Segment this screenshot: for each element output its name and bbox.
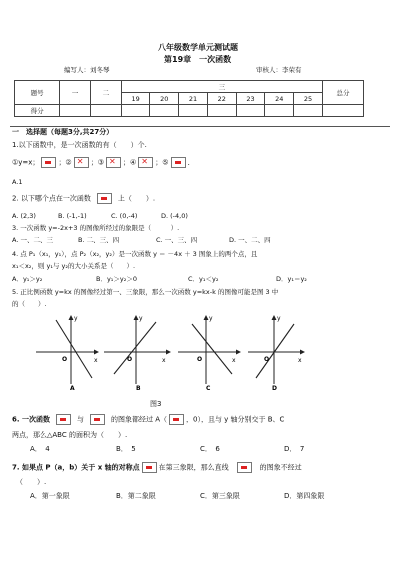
section-heading: 一 选择题（每题3分,共27分） (12, 128, 114, 136)
score-cell[interactable] (265, 105, 294, 117)
panel-d-letter: D (272, 385, 277, 392)
q3-stem: 3. 一次函数 y=-2x+3 的图像所经过的象限是（ ）. (12, 224, 180, 232)
panel-a-letter: A (70, 385, 75, 392)
panel-b-origin: O (127, 356, 133, 363)
table-sub-num: 22 (207, 93, 236, 105)
q6-stem-b: 与 (76, 415, 84, 424)
score-table (14, 80, 364, 117)
q2-option-d: D. (-4,0) (161, 212, 188, 220)
score-cell[interactable] (60, 105, 91, 117)
q7-option-c: C．第三象限 (200, 492, 240, 500)
q7-stem-b: 在第三象限，那么直线 (158, 463, 229, 472)
broken-image-icon (171, 157, 186, 168)
score-cell[interactable] (150, 105, 179, 117)
q2-option-b: B. (-1,-1) (58, 212, 87, 220)
figure-panel-d (248, 315, 304, 392)
q2-stem-a: 2. 以下哪个点在一次函数 (12, 194, 91, 203)
q6-option-c: C． 6 (200, 445, 220, 453)
score-cell[interactable] (322, 105, 363, 117)
q1-answer: A.1 (12, 178, 23, 186)
q6-stem-1 (12, 414, 284, 425)
broken-image-icon (74, 157, 89, 168)
q1-opt-1: ①y=x； (12, 158, 40, 167)
q1-opt-5: ；⑤ (155, 158, 169, 167)
section-divider (10, 126, 390, 127)
panel-c-x-label: x (232, 357, 236, 364)
figure-panel-a (36, 315, 98, 392)
broken-image-icon (41, 157, 56, 168)
broken-image-icon (142, 462, 157, 473)
figure-panel-b (104, 315, 170, 392)
panel-c-origin: O (197, 356, 203, 363)
panel-b-x-label: x (162, 357, 166, 364)
q4-option-a: A．y₁＞y₂ (12, 275, 43, 283)
table-sub-num: 25 (294, 93, 323, 105)
table-header-one: 一 (60, 81, 91, 105)
panel-a-origin: O (62, 356, 68, 363)
q7-option-b: B．第二象限 (116, 492, 156, 500)
score-cell[interactable] (207, 105, 236, 117)
broken-image-icon (97, 193, 112, 204)
q1-opt-6: ． (187, 158, 195, 167)
table-header-total: 总分 (322, 81, 363, 105)
score-cell[interactable] (179, 105, 208, 117)
q7-option-a: A．第一象限 (30, 492, 70, 500)
author-line: 编写人：刘冬琴 (64, 66, 110, 74)
q7-stem-2: （ ）. (16, 478, 47, 486)
broken-image-icon (90, 414, 105, 425)
score-cell[interactable] (294, 105, 323, 117)
broken-image-icon (106, 157, 121, 168)
table-sub-num: 24 (265, 93, 294, 105)
score-cell[interactable] (90, 105, 121, 117)
broken-image-icon (169, 414, 184, 425)
table-sub-num: 21 (179, 93, 208, 105)
q4-option-d: D．y₁＝y₂ (276, 275, 307, 283)
broken-image-icon (56, 414, 71, 425)
panel-d-x-label: x (298, 357, 302, 364)
table-header-num: 题号 (15, 81, 60, 105)
q5-stem-2: 的（ ）. (12, 300, 47, 308)
figure-3 (36, 312, 306, 392)
score-cell[interactable] (121, 105, 150, 117)
panel-d-origin: O (264, 356, 270, 363)
q6-stem-c: 的图象都经过 A（ (110, 415, 167, 424)
q2-stem (12, 193, 155, 204)
q6-option-d: D． 7 (284, 445, 305, 453)
table-sub-num: 19 (121, 93, 150, 105)
q5-stem-1: 5. 正比例函数 y=kx 的图像经过第一、三象限，那么一次函数 y=kx-k 的图像可能是图 3 中 (12, 288, 279, 296)
q7-stem-c: 的图象不经过 (259, 463, 302, 472)
broken-image-icon (138, 157, 153, 168)
q4-stem-1: 4. 点 P₁（x₁，y₁），点 P₂（x₂，y₂）是一次函数 y ＝ －4x ＋ 3 图象上的两个点，且 (12, 250, 258, 258)
reviewer-line: 审核人：李荣有 (256, 66, 302, 74)
panel-d-y-label: y (277, 315, 281, 322)
q6-stem-d: ，0），且与 y 轴分别交于 B、C (185, 415, 285, 424)
table-sub-num: 20 (150, 93, 179, 105)
q6-stem-a: 6. 一次函数 (12, 415, 50, 424)
document-title: 八年级数学单元测试题 (158, 43, 238, 52)
panel-b-letter: B (136, 385, 141, 392)
panel-c-y-label: y (209, 315, 213, 322)
q3-option-c: C. 一、三、四 (156, 236, 198, 244)
panel-c-letter: C (206, 385, 211, 392)
q7-stem-1 (12, 462, 302, 473)
q6-stem-2: 两点，那么△ABC 的面积为（ ）. (12, 431, 128, 439)
q3-option-a: A. 一、二、三 (12, 236, 53, 244)
q1-opt-4: ；④ (123, 158, 137, 167)
q4-option-c: C．y₁＜y₂ (188, 275, 219, 283)
q3-option-d: D. 一、二、四 (229, 236, 271, 244)
table-header-two: 二 (90, 81, 121, 105)
q1-options (12, 157, 195, 168)
q1-opt-2: ；② (58, 158, 72, 167)
q2-option-c: C. (0,-4) (111, 212, 138, 220)
panel-b-y-label: y (139, 315, 143, 322)
broken-image-icon (237, 462, 252, 473)
table-header-three: 三 (121, 81, 322, 93)
table-label-score: 得分 (15, 105, 60, 117)
panel-a-y-label: y (74, 315, 78, 322)
figure-caption: 图3 (150, 400, 162, 408)
q7-option-d: D．第四象限 (284, 492, 325, 500)
panel-a-x-label: x (94, 357, 98, 364)
table-sub-num: 23 (236, 93, 265, 105)
chapter-title: 第19章 一次函数 (164, 55, 232, 64)
figure-panel-c (178, 315, 240, 392)
q4-option-b: B．y₁＞y₂＞0 (96, 275, 137, 283)
q6-option-a: A． 4 (30, 445, 50, 453)
q6-option-b: B． 5 (116, 445, 136, 453)
q1-opt-3: ；③ (90, 158, 104, 167)
score-cell[interactable] (236, 105, 265, 117)
q2-option-a: A. (2,3) (12, 212, 36, 220)
q4-stem-2: x₁＜x₂，则 y₁与 y₂的大小关系是（ ）. (12, 262, 136, 270)
q3-option-b: B. 二、三、四 (78, 236, 120, 244)
q2-stem-b: 上（ ）. (117, 194, 156, 203)
q1-stem: 1.以下函数中，是一次函数的有（ ）个. (12, 141, 147, 149)
q7-stem-a: 7. 如果点 P（a，b）关于 x 轴的对称点 (12, 463, 140, 472)
